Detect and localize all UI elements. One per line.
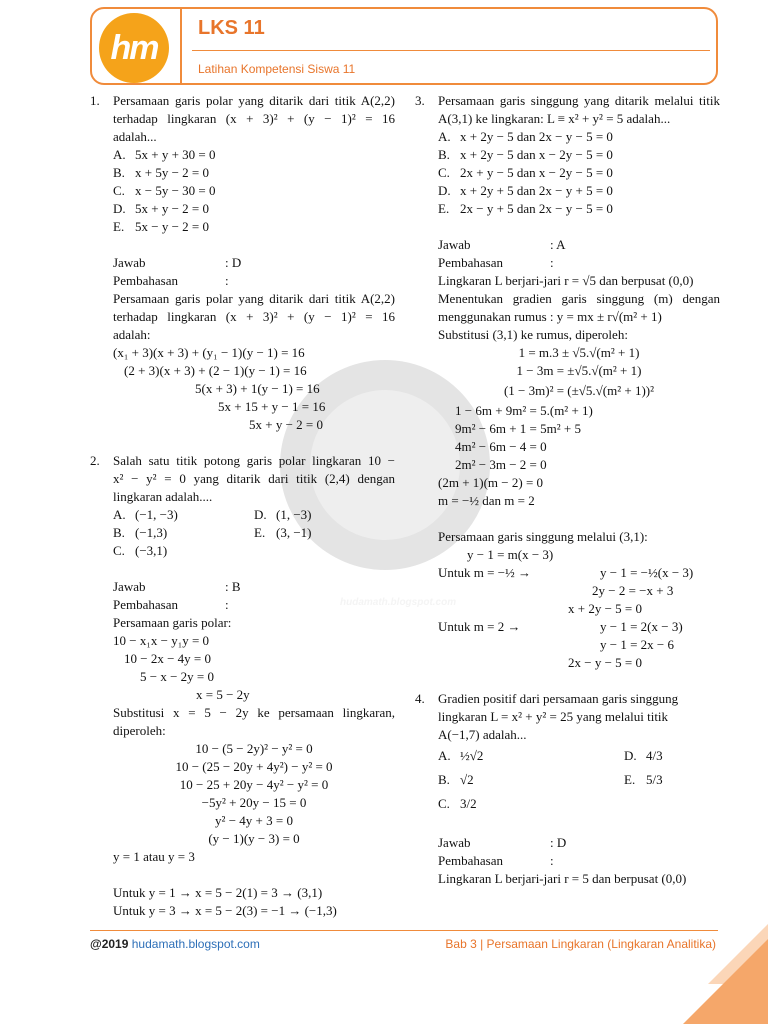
logo-text: hm xyxy=(110,28,158,67)
q4-stem-2: lingkaran L = x² + y² = 25 yang melalui titik xyxy=(438,709,669,724)
q3-case2-row: Untuk m = 2 → y − 1 = 2(x − 3) xyxy=(438,619,683,634)
q2-subst-work-1: 10 − (5 − 2y)² − y² = 0 xyxy=(195,741,313,756)
q1-option-e: E. 5x − y − 2 = 0 xyxy=(113,219,209,234)
q1-option-c: C. x − 5y − 30 = 0 xyxy=(113,183,216,198)
question-4 xyxy=(415,690,720,888)
q3-work-1: 1 = m.3 ± √5.√(m² + 1) xyxy=(518,345,640,360)
q1-answer: Jawab : D xyxy=(113,255,242,270)
q3-tangent-eq: y − 1 = m(x − 3) xyxy=(467,547,554,562)
q3-work2-3: 4m² − 6m − 4 = 0 xyxy=(455,439,547,454)
footer-link[interactable]: hudamath.blogspot.com xyxy=(131,937,260,951)
question-3 xyxy=(415,92,720,672)
q3-work2-2: 9m² − 6m + 1 = 5m² + 5 xyxy=(455,421,581,436)
q2-subst-work-3: 10 − 25 + 20y − 4y² − y² = 0 xyxy=(179,777,329,792)
q2-polar-work-2: 10 − 2x − 4y = 0 xyxy=(124,651,211,666)
q3-body-4: Substitusi (3,1) ke rumus, diperoleh: xyxy=(438,327,628,342)
footer-rule xyxy=(90,930,718,931)
q2-polar-work-1: 10 − x₁x − y₁y = 0 xyxy=(113,633,210,648)
q3-body-1: Lingkaran L berjari-jari r = √5 dan berpusat (0,0) xyxy=(438,273,694,288)
q4-stem-1: 4. Gradien positif dari persamaan garis singgung xyxy=(415,691,679,706)
q2-options-row-2: B. (−1,3) E. (3, −1) xyxy=(113,525,312,540)
header-rule xyxy=(192,50,710,51)
page-title: LKS 11 xyxy=(198,17,265,39)
q3-case1-step-3: x + 2y − 5 = 0 xyxy=(568,601,642,616)
q2-subst-1: Substitusi x = 5 − 2y ke persamaan lingkaran, xyxy=(113,705,395,720)
q1-stem-1: 1. Persamaan garis polar yang ditarik dari titik A(2,2) xyxy=(90,93,395,108)
q1-work-2: (2 + 3)(x + 3) + (2 − 1)(y − 1) = 16 xyxy=(124,363,307,378)
footer-copyright: @2019 hudamath.blogspot.com xyxy=(90,937,260,951)
q2-polar-work-4: x = 5 − 2y xyxy=(196,687,250,702)
q3-option-a: A. x + 2y − 5 dan 2x − y − 5 = 0 xyxy=(438,129,613,144)
q3-work-3: (1 − 3m)² = (±√5.√(m² + 1))² xyxy=(503,383,655,398)
q3-case2-step-3: 2x − y − 5 = 0 xyxy=(568,655,642,670)
q2-result-2: Untuk y = 3 → x = 5 − 2(3) = −1 → (−1,3) xyxy=(113,903,337,918)
q3-case1-row: Untuk m = −½ → y − 1 = −½(x − 3) xyxy=(438,565,694,580)
q3-option-e: E. 2x − y + 5 dan 2x − y − 5 = 0 xyxy=(438,201,613,216)
q3-work2-4: 2m² − 3m − 2 = 0 xyxy=(455,457,547,472)
q2-result-1: Untuk y = 1 → x = 5 − 2(1) = 3 → (3,1) xyxy=(113,885,323,900)
q1-option-d: D. 5x + y − 2 = 0 xyxy=(113,201,209,216)
q3-option-b: B. x + 2y − 5 dan x − 2y − 5 = 0 xyxy=(438,147,613,162)
q2-subst-work-6: (y − 1)(y − 3) = 0 xyxy=(208,831,300,846)
page-subtitle: Latihan Kompetensi Siswa 11 xyxy=(198,62,356,76)
header-divider xyxy=(180,9,182,83)
q3-case2-step-2: y − 1 = 2x − 6 xyxy=(600,637,674,652)
q2-subst-work-4: −5y² + 20y − 15 = 0 xyxy=(201,795,307,810)
q4-discussion-label: Pembahasan : xyxy=(438,853,554,868)
q2-stem-1: 2. Salah satu titik potong garis polar lingkaran 10 − xyxy=(90,453,395,468)
left-column xyxy=(90,92,395,920)
q3-tangent-label: Persamaan garis singgung melalui (3,1): xyxy=(438,529,648,544)
q4-option-c: C. 3/2 xyxy=(438,796,477,811)
question-2 xyxy=(90,452,395,920)
q1-work-5: 5x + y − 2 = 0 xyxy=(249,417,323,432)
q3-case1-step-2: 2y − 2 = −x + 3 xyxy=(592,583,674,598)
q3-work-2: 1 − 3m = ±√5.√(m² + 1) xyxy=(516,363,642,378)
q4-stem-3: A(−1,7) adalah... xyxy=(438,727,527,742)
right-column xyxy=(415,92,720,888)
q2-polar-label: Persamaan garis polar: xyxy=(113,615,232,630)
q3-work2-5: (2m + 1)(m − 2) = 0 xyxy=(438,475,544,490)
q1-work-4: 5x + 15 + y − 1 = 16 xyxy=(218,399,326,414)
q3-stem-2: A(3,1) ke lingkaran: L ≡ x² + y² = 5 adalah... xyxy=(438,111,671,126)
hm-logo xyxy=(99,13,169,83)
q2-stem-3: lingkaran adalah.... xyxy=(113,489,213,504)
q2-subst-work-5: y² − 4y + 3 = 0 xyxy=(215,813,293,828)
q2-stem-2: x² − y² = 0 yang ditarik dari titik (2,4) dengan xyxy=(113,471,395,486)
q2-option-c: C. (−3,1) xyxy=(113,543,168,558)
q3-body-2: Menentukan gradien garis singgung (m) dengan xyxy=(438,291,720,306)
q4-options-row-2: B. √2 E. 5/3 xyxy=(438,772,663,787)
q4-body: Lingkaran L berjari-jari r = 5 dan berpusat (0,0) xyxy=(438,871,687,886)
q1-stem-2: terhadap lingkaran (x + 3)² + (y − 1)² = 16 xyxy=(113,111,395,126)
footer-chapter: Bab 3 | Persamaan Lingkaran (Lingkaran Analitika) xyxy=(445,937,716,951)
q1-discussion-label: Pembahasan : xyxy=(113,273,229,288)
q1-stem-3: adalah... xyxy=(113,129,157,144)
q3-option-d: D. x + 2y + 5 dan 2x − y + 5 = 0 xyxy=(438,183,613,198)
q1-body-2: terhadap lingkaran (x + 3)² + (y − 1)² = 16 xyxy=(113,309,395,324)
q3-work2-1: 1 − 6m + 9m² = 5.(m² + 1) xyxy=(455,403,593,418)
q3-option-c: C. 2x + y − 5 dan x − 2y − 5 = 0 xyxy=(438,165,613,180)
q2-discussion-label: Pembahasan : xyxy=(113,597,229,612)
q2-options-row-1: A. (−1, −3) D. (1, −3) xyxy=(113,507,312,522)
header-banner xyxy=(90,7,718,85)
corner-decoration xyxy=(678,914,768,1024)
q1-option-a: A. 5x + y + 30 = 0 xyxy=(113,147,216,162)
q1-body-3: adalah: xyxy=(113,327,151,342)
q1-option-b: B. x + 5y − 2 = 0 xyxy=(113,165,209,180)
q2-roots: y = 1 atau y = 3 xyxy=(113,849,195,864)
q2-polar-work-3: 5 − x − 2y = 0 xyxy=(140,669,214,684)
q3-answer: Jawab : A xyxy=(438,237,566,252)
q1-work-3: 5(x + 3) + 1(y − 1) = 16 xyxy=(195,381,320,396)
q4-answer: Jawab : D xyxy=(438,835,567,850)
q2-subst-work-2: 10 − (25 − 20y + 4y²) − y² = 0 xyxy=(175,759,333,774)
q1-body-1: Persamaan garis polar yang ditarik dari titik A(2,2) xyxy=(113,291,395,306)
q3-discussion-label: Pembahasan : xyxy=(438,255,554,270)
q2-answer: Jawab : B xyxy=(113,579,241,594)
q4-options-row-1: A. ½√2 D. 4/3 xyxy=(438,748,663,763)
q1-work-1: (x₁ + 3)(x + 3) + (y₁ − 1)(y − 1) = 16 xyxy=(113,345,305,360)
q3-work2-6: m = −½ dan m = 2 xyxy=(438,493,535,508)
question-1 xyxy=(90,92,395,434)
watermark-text: hudamath.blogspot.com xyxy=(340,597,457,608)
q3-stem-1: 3. Persamaan garis singgung yang ditarik melalui titik xyxy=(415,93,720,108)
q3-body-3: menggunakan rumus : y = mx ± r√(m² + 1) xyxy=(438,309,662,324)
q2-subst-2: diperoleh: xyxy=(113,723,166,738)
